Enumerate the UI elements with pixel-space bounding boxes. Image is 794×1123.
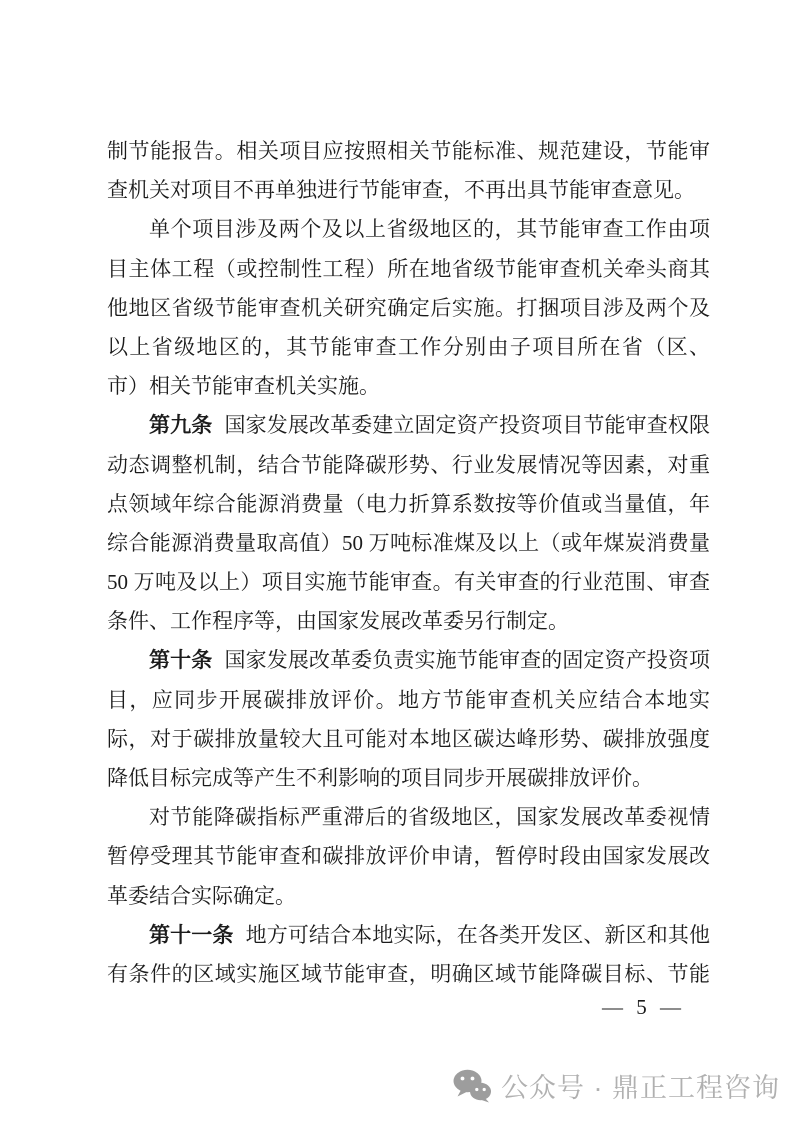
document-body bbox=[107, 132, 710, 994]
text-line: 制节能报告。相关项目应按照相关节能标准、规范建设，节能审 bbox=[107, 139, 710, 163]
text-line: 革委结合实际确定。 bbox=[107, 883, 296, 908]
text-line: 查机关对项目不再单独进行节能审查，不再出具节能审查意见。 bbox=[107, 178, 695, 203]
text-line: 单个项目涉及两个及以上省级地区的，其节能审查工作由项 bbox=[149, 217, 710, 242]
text-line: 暂停受理其节能审查和碳排放评价申请，暂停时段由国家发展改 bbox=[107, 844, 710, 869]
text-line: 以上省级地区的，其节能审查工作分别由子项目所在省（区、 bbox=[107, 334, 710, 359]
text-line: 第九条 国家发展改革委建立固定资产投资项目节能审查权限 bbox=[149, 413, 710, 438]
text-line: 50 万吨及以上）项目实施节能审查。有关审查的行业范围、审查 bbox=[107, 570, 710, 595]
text-line: 动态调整机制，结合节能降碳形势、行业发展情况等因素，对重 bbox=[107, 452, 710, 477]
text-line: 综合能源消费量取高值）50 万吨标准煤及以上（或年煤炭消费量 bbox=[107, 530, 710, 555]
text-line: 条件、工作程序等，由国家发展改革委另行制定。 bbox=[107, 609, 569, 634]
text-line: 第十条 国家发展改革委负责实施节能审查的固定资产投资项 bbox=[149, 648, 710, 673]
text-line: 际，对于碳排放量较大且可能对本地区碳达峰形势、碳排放强度 bbox=[107, 726, 710, 751]
text-line: 市）相关节能审查机关实施。 bbox=[107, 374, 380, 399]
text-line: 他地区省级节能审查机关研究确定后实施。打捆项目涉及两个及 bbox=[107, 295, 710, 320]
text-line: 目主体工程（或控制性工程）所在地省级节能审查机关牵头商其 bbox=[107, 256, 710, 281]
text-line: 第十一条 地方可结合本地实际，在各类开发区、新区和其他 bbox=[149, 922, 710, 947]
wechat-icon bbox=[453, 1069, 491, 1103]
footer-brand-label: 公众号 · 鼎正工程咨询 bbox=[501, 1073, 780, 1103]
article-number: 第十一条 bbox=[149, 922, 234, 947]
text-line: 点领域年综合能源消费量（电力折算系数按等价值或当量值，年 bbox=[107, 491, 710, 516]
text-line: 目，应同步开展碳排放评价。地方节能审查机关应结合本地实 bbox=[107, 687, 710, 712]
article-number: 第九条 bbox=[149, 413, 213, 438]
article-number: 第十条 bbox=[149, 648, 213, 673]
text-line: 对节能降碳指标严重滞后的省级地区，国家发展改革委视情 bbox=[149, 805, 710, 830]
page-number: — 5 — bbox=[602, 995, 682, 1019]
text-line: 降低目标完成等产生不利影响的项目同步开展碳排放评价。 bbox=[107, 766, 653, 790]
footer-watermark bbox=[453, 1066, 780, 1105]
text-line: 有条件的区域实施区域节能审查，明确区域节能降碳目标、节能 bbox=[107, 961, 710, 986]
